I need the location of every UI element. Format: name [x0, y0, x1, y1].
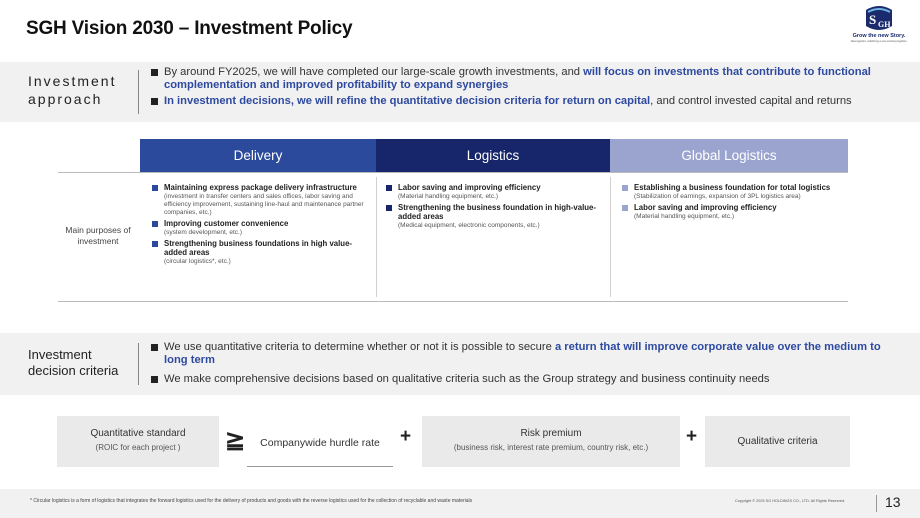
column-divider [376, 177, 377, 297]
logo-subline: New logistics, redefining a new evolving logistics. [850, 40, 908, 43]
bullet-text: We make comprehensive decisions based on qualitative criteria such as the Group strategy and business continuity needs [164, 373, 770, 385]
plus-sign: + [686, 426, 698, 447]
decision-criteria-label-line2: decision criteria [28, 363, 119, 378]
investment-purpose-table [58, 139, 848, 302]
investment-approach-bullets [150, 66, 898, 111]
approach-bullet [150, 95, 898, 108]
band-divider [138, 70, 139, 114]
risk-premium-sub: (business risk, interest rate premium, country risk, etc.) [453, 443, 649, 452]
item-title: Maintaining express package delivery infrastructure [164, 183, 357, 192]
hurdle-rate-label: Companywide hurdle rate [260, 437, 380, 449]
cell-global-logistics [622, 183, 842, 223]
page-divider [876, 495, 877, 512]
bullet-square-icon [622, 205, 628, 211]
bullet-square-icon [622, 185, 628, 191]
item-detail: (Material handling equipment, etc.) [634, 213, 735, 220]
bullet-square-icon [151, 98, 158, 105]
footer [0, 489, 920, 518]
risk-premium-box [422, 416, 680, 467]
quantitative-standard-sub: (ROIC for each project ) [95, 443, 181, 452]
investment-approach-band [0, 62, 920, 122]
table-divider [58, 301, 848, 302]
copyright: Copyright © 2025 SG HOLDINGS CO., LTD. All Rights Reserved. [735, 499, 846, 503]
list-item [622, 183, 842, 201]
qualitative-criteria-box [705, 416, 850, 467]
footnote: * Circular logistics is a form of logistics that integrates the forward logistics used for the delivery of products and goods with the reverse logistics used for the collection of recyclable and waste materials [30, 498, 473, 504]
item-detail: (Material handling equipment, etc.) [398, 193, 499, 200]
list-item [622, 203, 842, 221]
item-detail: (Stabilization of earnings, expansion of 3PL logistics area) [634, 193, 801, 200]
page-number: 13 [885, 494, 901, 510]
decision-criteria-bullets [150, 341, 898, 389]
bullet-square-icon [152, 185, 158, 191]
decision-criteria-band [0, 333, 920, 395]
svg-text:S: S [869, 12, 877, 27]
item-title: Establishing a business foundation for total logistics [634, 183, 831, 192]
item-detail: (circular logistics*, etc.) [164, 258, 231, 265]
row-label-main-purposes: Main purposes of investment [65, 225, 131, 246]
hurdle-rate-box [247, 416, 393, 467]
decision-formula [0, 412, 920, 472]
bullet-highlight: In investment decisions, we will refine the quantitative decision criteria for return on capital [164, 95, 651, 107]
header-global-logistics: Global Logistics [610, 139, 848, 172]
list-item [386, 183, 602, 201]
page-title: SGH Vision 2030 – Investment Policy [26, 18, 353, 39]
bullet-highlight: a return that will improve corporate value over the medium to long term [164, 341, 881, 366]
criteria-bullet [150, 373, 898, 386]
svg-text:GH: GH [878, 20, 891, 29]
item-detail: (system development, etc.) [164, 229, 243, 236]
bullet-tail: , and control invested capital and returns [650, 95, 852, 107]
bullet-square-icon [386, 205, 392, 211]
item-title: Labor saving and improving efficiency [398, 183, 541, 192]
sgh-logo-icon [862, 4, 896, 32]
list-item [386, 203, 602, 230]
decision-criteria-label [28, 347, 118, 379]
header-logistics: Logistics [376, 139, 610, 172]
list-item [152, 219, 366, 237]
header-delivery: Delivery [140, 139, 376, 172]
greater-equal-sign: ≧ [225, 427, 246, 454]
bullet-square-icon [151, 344, 158, 351]
bullet-square-icon [152, 221, 158, 227]
logo-tagline: Grow the new Story. [852, 33, 906, 39]
quantitative-standard-box [57, 416, 219, 467]
bullet-square-icon [151, 69, 158, 76]
cell-delivery [152, 183, 366, 268]
item-title: Strengthening the business foundation in high-value-added areas [398, 203, 596, 221]
item-title: Improving customer convenience [164, 219, 289, 228]
bullet-square-icon [151, 376, 158, 383]
item-detail: (investment in transfer centers and sales offices, labor saving and efficiency improvement, sustaining line-haul and maintenance partner companies, etc.) [164, 193, 364, 216]
decision-criteria-label-line1: Investment [28, 347, 92, 362]
bullet-square-icon [152, 241, 158, 247]
item-title: Labor saving and improving efficiency [634, 203, 777, 212]
table-divider [58, 172, 848, 173]
approach-bullet [150, 66, 898, 92]
cell-logistics [386, 183, 602, 232]
quantitative-standard-title: Quantitative standard [90, 428, 186, 439]
item-detail: (Medical equipment, electronic components, etc.) [398, 222, 540, 229]
item-title: Strengthening business foundations in high value-added areas [164, 239, 352, 257]
qualitative-criteria-label: Qualitative criteria [737, 436, 818, 447]
plus-sign: + [400, 426, 412, 447]
bullet-highlight: will focus on investments that contribute to functional complementation and improved profitability to expand synergies [164, 66, 871, 91]
bullet-square-icon [386, 185, 392, 191]
criteria-bullet [150, 341, 898, 367]
investment-approach-label: Investment approach [28, 73, 117, 107]
list-item [152, 183, 366, 217]
bullet-text: We use quantitative criteria to determine whether or not it is possible to secure [164, 341, 555, 353]
band-divider [138, 343, 139, 385]
bullet-text: By around FY2025, we will have completed our large-scale growth investments, and [164, 66, 584, 78]
sgh-logo [846, 4, 912, 44]
column-divider [610, 177, 611, 297]
risk-premium-title: Risk premium [520, 428, 582, 439]
list-item [152, 239, 366, 266]
